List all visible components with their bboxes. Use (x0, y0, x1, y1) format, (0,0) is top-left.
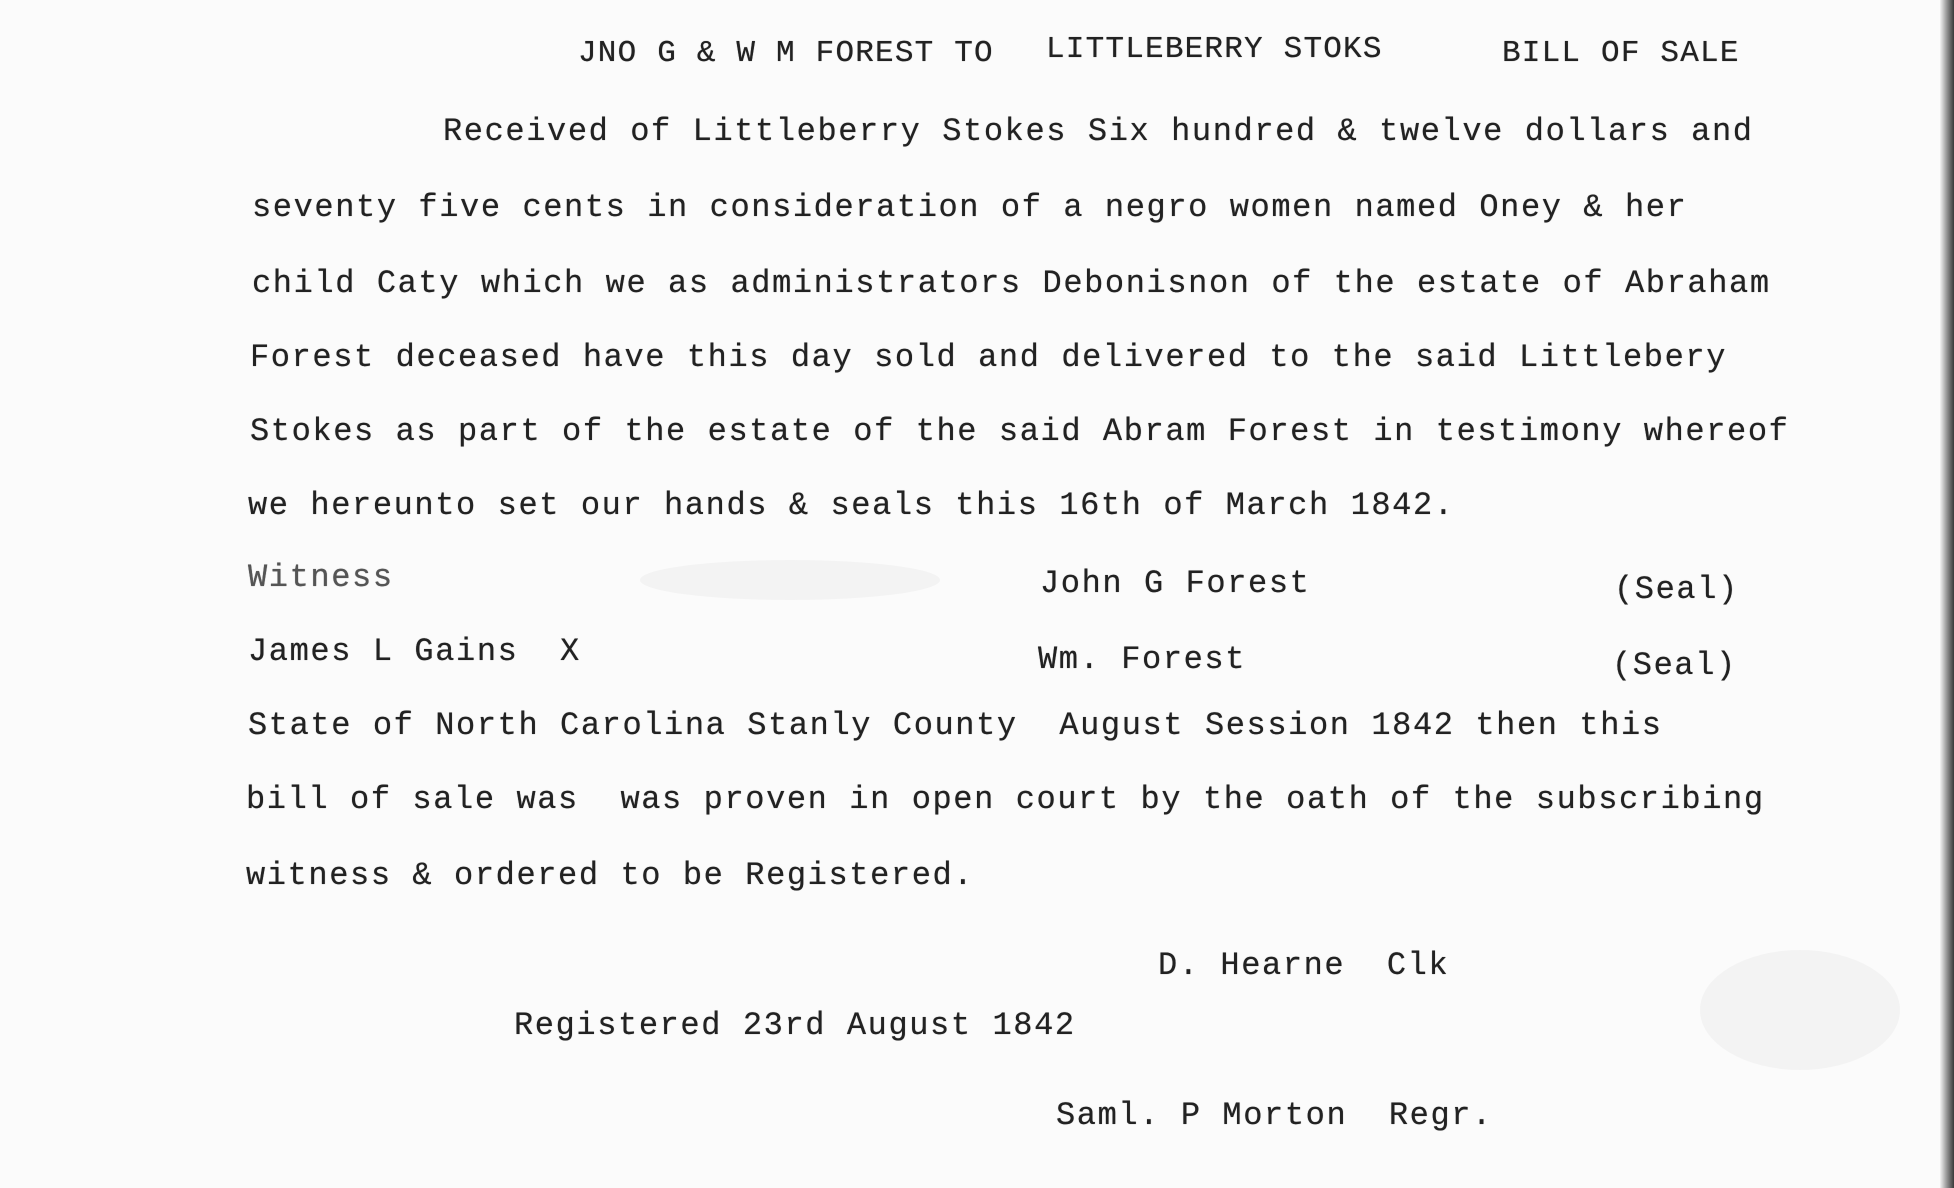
paper-smudge (640, 560, 940, 600)
witness-label: Witness (248, 559, 394, 596)
header-parties-from: JNO G & W M FOREST TO (578, 36, 994, 71)
body-line-1: Received of Littleberry Stokes Six hundred & twelve dollars and (443, 113, 1754, 150)
court-line-1: State of North Carolina Stanly County August Session 1842 then this (248, 707, 1663, 744)
body-line-2: seventy five cents in consideration of a negro women named Oney & her (252, 189, 1688, 226)
witness-name: James L Gains X (248, 633, 581, 670)
signer-2-seal: (Seal) (1612, 647, 1737, 684)
header-doc-type: BILL OF SALE (1502, 36, 1740, 71)
register-signature: Saml. P Morton Regr. (1056, 1097, 1493, 1134)
signer-2-name: Wm. Forest (1038, 641, 1247, 678)
registration-date: Registered 23rd August 1842 (514, 1007, 1076, 1044)
page-edge-shadow (1940, 0, 1954, 1188)
body-line-6: we hereunto set our hands & seals this 16th of March 1842. (248, 487, 1455, 524)
clerk-signature: D. Hearne Clk (1158, 947, 1450, 984)
header-parties-to: LITTLEBERRY STOKS (1046, 32, 1383, 67)
signer-1-seal: (Seal) (1614, 571, 1739, 608)
body-line-4: Forest deceased have this day sold and delivered to the said Littlebery (250, 339, 1728, 376)
body-line-3: child Caty which we as administrators Debonisnon of the estate of Abraham (252, 265, 1771, 302)
paper-smudge (1700, 950, 1900, 1070)
signer-1-name: John G Forest (1040, 565, 1311, 602)
court-line-3: witness & ordered to be Registered. (246, 857, 975, 894)
court-line-2: bill of sale was was proven in open court by the oath of the subscribing (246, 781, 1765, 818)
body-line-5: Stokes as part of the estate of the said Abram Forest in testimony whereof (250, 413, 1790, 450)
